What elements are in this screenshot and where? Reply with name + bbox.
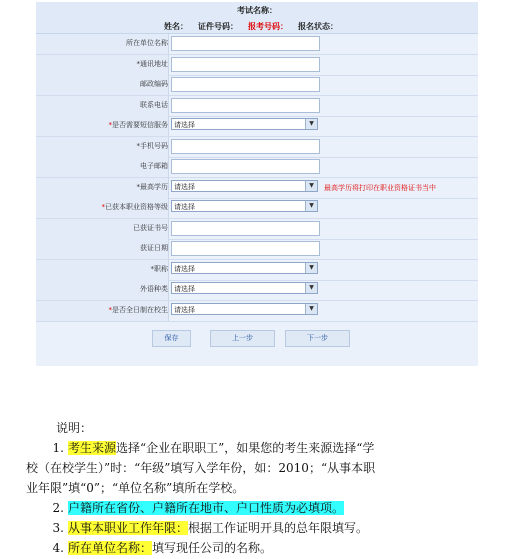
field-label — [36, 38, 168, 48]
form-row — [36, 34, 478, 55]
field-label-text: 联系电话 — [140, 100, 168, 109]
chevron-down-icon[interactable]: ▼ — [305, 119, 317, 129]
field-label-text: 所在单位名称 — [126, 39, 168, 47]
note-1-text: 选择“企业在职职工”，如果您的考生来源选择“学 — [116, 441, 375, 455]
note-2-number: 2. — [52, 501, 64, 515]
select-value: 请选择 — [174, 305, 195, 314]
text-input[interactable] — [171, 241, 320, 256]
field-label — [36, 223, 168, 233]
field-label — [36, 305, 168, 315]
notes-title: 说明： — [56, 421, 93, 435]
select-value: 请选择 — [174, 285, 195, 293]
field-note: 最高学历将打印在职业资格证书当中 — [324, 183, 436, 192]
field-label-text: 通讯地址 — [140, 59, 168, 68]
note-1-number: 1. — [52, 441, 64, 455]
field-label — [36, 161, 168, 171]
note-4-text: 填写现任公司的名称。 — [152, 541, 273, 555]
prev-step-button[interactable]: 上一步 — [210, 330, 275, 347]
field-label-text: 邮政编码 — [140, 80, 168, 88]
save-button[interactable]: 保存 — [152, 330, 191, 347]
note-1-highlight: 考生来源 — [68, 441, 117, 455]
text-input[interactable] — [171, 221, 320, 236]
field-label — [36, 59, 168, 69]
field-label — [36, 243, 168, 253]
field-label-text: 电子邮箱 — [140, 162, 168, 170]
field-label-text: 最高学历 — [140, 182, 168, 191]
note-1-line-2: 校（在校学生）”时：“年级”填写入学年份，如：2010；“从事本职 — [26, 461, 376, 475]
text-input[interactable] — [171, 139, 320, 154]
field-label-text: 外语种类 — [140, 285, 168, 293]
note-2-highlight: 户籍所在省份、户籍所在地市、户口性质为必填项。 — [68, 501, 345, 515]
select-dropdown[interactable] — [171, 282, 318, 294]
form-row — [36, 239, 478, 260]
next-step-button[interactable]: 下一步 — [285, 330, 350, 347]
note-3-highlight: 从事本职业工作年限： — [68, 521, 189, 535]
chevron-down-icon[interactable]: ▼ — [305, 283, 317, 293]
required-mark: * — [108, 305, 112, 314]
note-4-highlight: 所在单位名称： — [68, 541, 153, 555]
note-1-line-3: 业年限”填“0”；“单位名称”填所在学校。 — [26, 481, 245, 495]
form-row — [36, 116, 478, 137]
select-value: 请选择 — [174, 121, 195, 129]
form-header — [36, 2, 478, 34]
star-mark: * — [136, 182, 140, 191]
field-label-text: 是否全日制在校生 — [112, 305, 168, 314]
instructions — [26, 418, 376, 558]
form-row — [36, 260, 478, 281]
select-value: 请选择 — [174, 264, 195, 273]
text-input[interactable] — [171, 57, 320, 72]
form-row — [36, 301, 478, 322]
text-input[interactable] — [171, 98, 320, 113]
form-row — [36, 280, 478, 301]
chevron-down-icon[interactable]: ▼ — [305, 304, 317, 314]
select-dropdown[interactable] — [171, 200, 318, 212]
text-input[interactable] — [171, 77, 320, 92]
field-label-text: 手机号码 — [140, 141, 168, 150]
field-label — [36, 100, 168, 110]
registration-number-label: 报考号码： — [248, 22, 288, 31]
select-value: 请选择 — [174, 182, 195, 191]
select-dropdown[interactable] — [171, 262, 318, 274]
field-label — [36, 141, 168, 151]
chevron-down-icon[interactable]: ▼ — [305, 181, 317, 191]
field-label — [36, 120, 168, 130]
required-mark: * — [101, 203, 105, 211]
form-row — [36, 198, 478, 219]
field-label-text: 已获证书号 — [133, 223, 168, 232]
field-label — [36, 202, 168, 212]
registration-status-label: 报名状态： — [298, 22, 338, 31]
note-3-number: 3. — [52, 521, 64, 535]
required-mark: * — [108, 121, 112, 129]
form-row — [36, 75, 478, 96]
star-mark: * — [136, 141, 140, 150]
field-label — [36, 182, 168, 192]
field-label-text: 职称 — [154, 264, 168, 273]
form-row — [36, 157, 478, 178]
select-value: 请选择 — [174, 203, 195, 211]
form-row — [36, 55, 478, 76]
select-dropdown[interactable] — [171, 180, 318, 192]
star-mark: * — [150, 264, 154, 273]
select-dropdown[interactable] — [171, 303, 318, 315]
form-row — [36, 137, 478, 158]
star-mark: * — [136, 59, 140, 68]
form-row — [36, 219, 478, 240]
text-input[interactable] — [171, 159, 320, 174]
field-label-text: 获证日期 — [140, 244, 168, 252]
note-4-number: 4. — [52, 541, 64, 555]
form-row — [36, 178, 478, 199]
exam-name-label: 考试名称： — [237, 6, 277, 15]
chevron-down-icon[interactable]: ▼ — [305, 263, 317, 273]
chevron-down-icon[interactable]: ▼ — [305, 201, 317, 211]
form-row — [36, 96, 478, 117]
select-dropdown[interactable] — [171, 118, 318, 130]
name-label: 姓名： — [164, 22, 188, 31]
field-label-text: 是否需要短信服务 — [112, 121, 168, 129]
field-label — [36, 79, 168, 89]
field-label — [36, 264, 168, 274]
text-input[interactable] — [171, 36, 320, 51]
field-label-text: 已获本职业资格等级 — [105, 203, 168, 211]
id-number-label: 证件号码： — [198, 22, 238, 31]
note-3-text: 根据工作证明开具的总年限填写。 — [188, 521, 369, 535]
field-label — [36, 284, 168, 294]
